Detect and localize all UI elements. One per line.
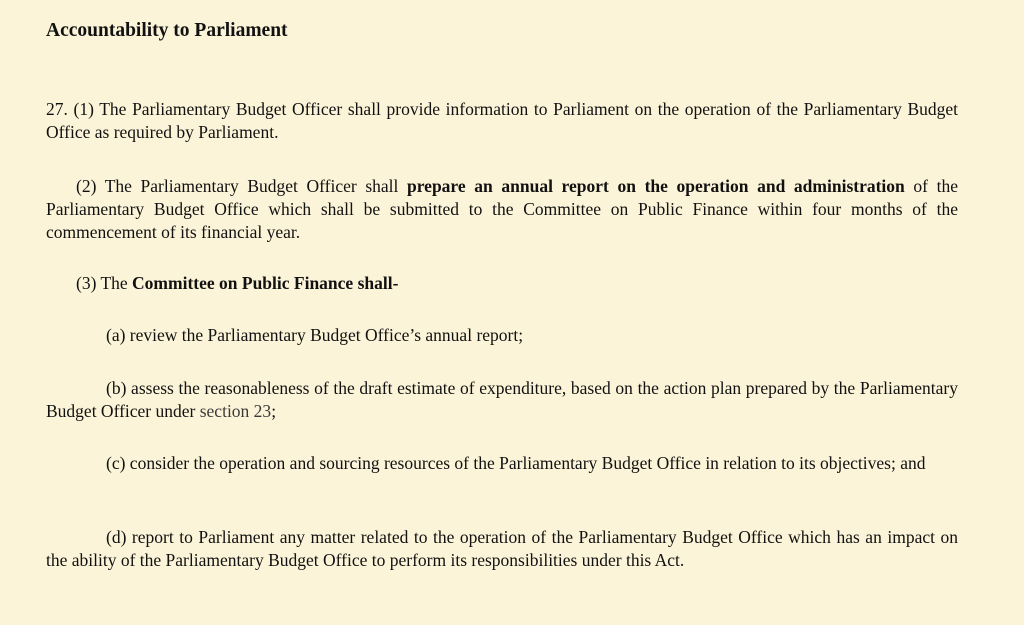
paragraph-a (46, 324, 958, 347)
paragraph-c-text: (c) consider the operation and sourcing resources of the Parliamentary Budget Office in relation to its objectives; and (106, 453, 926, 473)
subsection-2 (46, 175, 958, 244)
subsection-2-text-continued: of the Parliamentary Budget Office which shall be submitted to the Committee on Public Finance within four months of the commencement of its financial year. (46, 176, 958, 242)
subsection-1 (46, 98, 958, 144)
subsection-2-text: (2) The Parliamentary Budget Officer shall (76, 176, 407, 196)
subsection-1-text: 27. (1) The Parliamentary Budget Officer shall provide information to Parliament on the operation of the Parliamentary Budget Office as required by Parliament. (46, 99, 958, 142)
subsection-2-emphasis: prepare an annual report on the operation and administration (407, 176, 905, 196)
section-heading: Accountability to Parliament (46, 20, 288, 41)
paragraph-b-text-end: ; (271, 401, 277, 421)
subsection-3 (46, 272, 958, 295)
paragraph-c (46, 452, 958, 475)
subsection-3-emphasis: Committee on Public Finance shall- (132, 273, 399, 293)
paragraph-d (46, 526, 958, 572)
paragraph-d-text: (d) report to Parliament any matter related to the operation of the Parliamentary Budget Office which has an impact on the ability of the Parliamentary Budget Office to perform its responsibilities under this Act. (46, 527, 958, 570)
section-23-reference[interactable]: section 23 (199, 401, 272, 421)
paragraph-a-text: (a) review the Parliamentary Budget Office’s annual report; (106, 325, 524, 345)
paragraph-b (46, 377, 958, 423)
paragraph-b-text: (b) assess the reasonableness of the draft estimate of expenditure, based on the action plan prepared by the Parliamentary Budget Officer under (46, 378, 958, 421)
subsection-3-text: (3) The (76, 273, 133, 293)
